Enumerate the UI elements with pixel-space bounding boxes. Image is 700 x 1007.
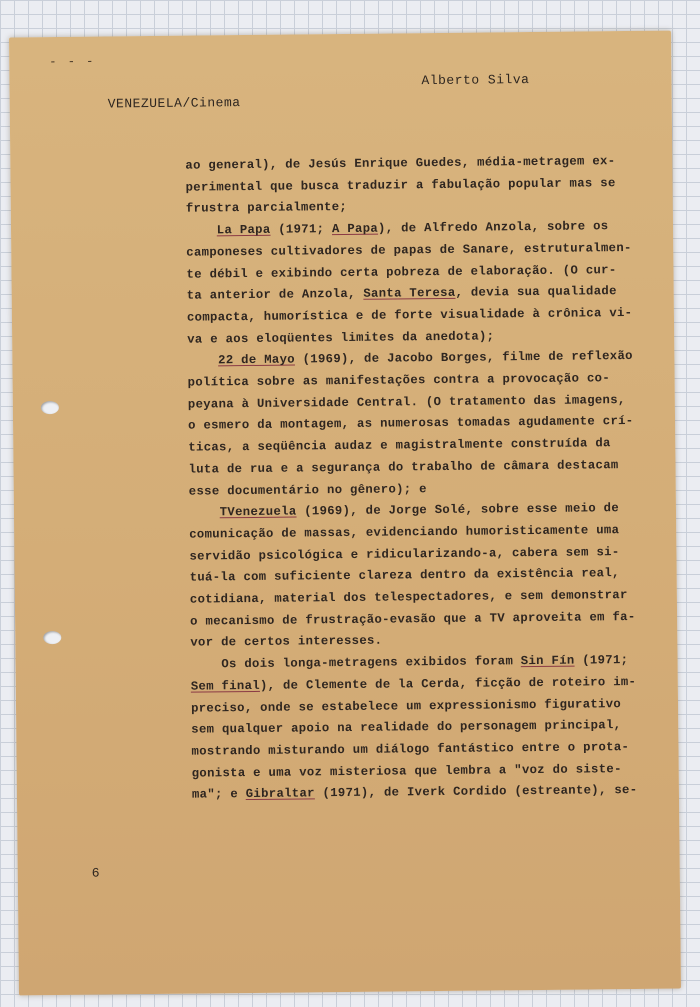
body-text <box>185 151 638 807</box>
text-line: ticas, a seqüência audaz e magistralmente construída da <box>188 436 611 455</box>
line-segment: (1971; <box>270 222 333 237</box>
film-title: Sin Fín <box>520 653 575 669</box>
page-title: VENEZUELA/Cinema <box>107 95 241 112</box>
line-segment: ta anterior de Anzola, <box>186 287 364 303</box>
film-title: Gibraltar <box>245 786 315 802</box>
corner-mark: - - - <box>49 54 96 70</box>
page-number: 6 <box>91 865 100 881</box>
text-line <box>191 780 638 806</box>
line-segment <box>189 506 220 520</box>
film-title: A Papa <box>331 221 379 237</box>
text-line: comunicação de massas, evidenciando humoristicamente uma <box>189 523 620 542</box>
film-title: TVenezuela <box>219 504 297 520</box>
text-line: peyana à Universidade Central. (O tratamento das imagens, <box>187 392 626 412</box>
line-segment: , devia sua qualidade <box>455 284 617 301</box>
text-line: compacta, humorística e de forte visualidade à crônica vi- <box>186 305 633 325</box>
line-segment: ), de Clemente de la Cerda, ficção de roteiro im- <box>259 674 637 693</box>
text-line: te débil e exibindo certa pobreza de elaboração. (O cur- <box>186 262 617 282</box>
text-line: camponeses cultivadores de papas de Sanare, estruturalmen- <box>186 240 632 260</box>
text-line: frustra parcialmente; <box>185 200 348 217</box>
text-line: o mecanismo de frustração-evasão que a TV aproveita em fa- <box>190 609 636 629</box>
line-segment: Os dois longa-metragens exibidos foram <box>190 654 521 672</box>
line-segment: (1971; <box>574 653 629 668</box>
film-title: 22 de Mayo <box>218 352 295 368</box>
punch-hole-top <box>41 401 59 414</box>
line-segment: (1971), de Iverk Cordido (estreante), se- <box>314 783 638 801</box>
film-title: Santa Teresa <box>363 286 456 302</box>
line-segment <box>187 354 218 368</box>
film-title: Sem final <box>190 678 261 694</box>
punch-hole-bottom <box>43 631 61 644</box>
line-segment: ), de Alfredo Anzola, sobre os <box>377 219 609 236</box>
text-line: o esmero da montagem, as numerosas tomadas agudamente crí- <box>188 414 634 434</box>
text-line: ao general), de Jesús Enrique Guedes, média-metragem ex- <box>185 154 616 173</box>
text-line: vor de certos interesses. <box>190 634 383 651</box>
text-line: esse documentário no gênero); e <box>188 481 427 499</box>
text-line: gonista e uma voz misteriosa que lembra a "voz do siste- <box>191 761 622 781</box>
line-segment <box>186 223 217 237</box>
text-line: sem qualquer apoio na realidade do personagem principal, <box>191 718 622 737</box>
line-segment: (1969), de Jorge Solé, sobre esse meio de <box>296 501 620 519</box>
text-line: cotidiana, material dos telespectadores, e sem demonstrar <box>189 588 628 607</box>
text-line: preciso, onde se estabelece um expressionismo figurativo <box>190 696 622 716</box>
text-line: política sobre as manifestações contra a provocação co- <box>187 371 611 390</box>
typewritten-page <box>9 31 681 996</box>
line-segment: (1969), de Jacobo Borges, filme de reflexão <box>294 349 633 367</box>
text-line: servidão psicológica e ridicularizando-a, cabera sem si- <box>189 544 620 564</box>
text-line: tuá-la com suficiente clareza dentro da existência real, <box>189 566 620 585</box>
film-title: La Papa <box>216 222 271 238</box>
text-line: va e aos eloqüentes limites da anedota); <box>187 329 495 347</box>
text-line: mostrando misturando um diálogo fantástico entre o prota- <box>191 740 630 759</box>
text-line: luta de rua e a segurança do trabalho de câmara destacam <box>188 457 619 477</box>
text-line: perimental que busca traduzir a fabulação popular mas se <box>185 175 616 195</box>
line-segment: ma"; e <box>191 787 246 803</box>
author-name: Alberto Silva <box>421 72 530 89</box>
